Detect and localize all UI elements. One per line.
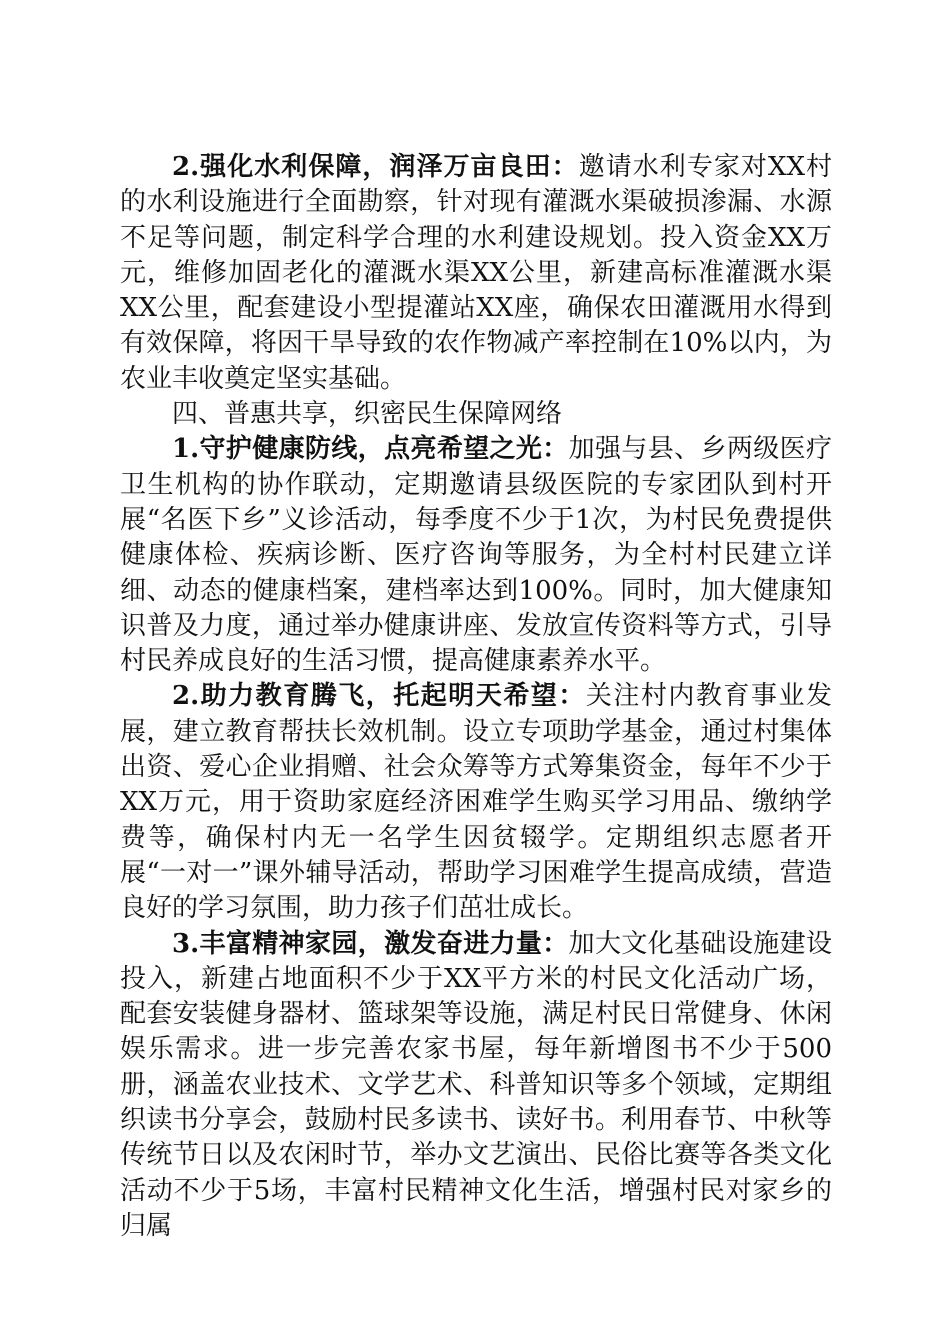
paragraph-body: 加大文化基础设施建设投入，新建占地面积不少于XX平方米的村民文化活动广场，配套安装健身器材、篮球架等设施，满足村民日常健身、休闲娱乐需求。进一步完善农家书屋，每年新增图书不少于500册，涵盖农业技术、文学艺术、科普知识等多个领域，定期组织读书分享会，鼓励村民多读书、读好书。利用春节、中秋等传统节日以及农闲时节，举办文艺演出、民俗比赛等各类文化活动不少于5场，丰富村民精神文化生活，增强村民对家乡的归属 (120, 928, 832, 1241)
paragraph-body: 关注村内教育事业发展，建立教育帮扶长效机制。设立专项助学基金，通过村集体出资、爱心企业捐赠、社会众筹等方式筹集资金，每年不少于XX万元，用于资助家庭经济困难学生购买学习用品、缴纳学费等，确保村内无一名学生因贫辍学。定期组织志愿者开展“一对一”课外辅导活动，帮助学习困难学生提高成绩，营造良好的学习氛围，助力孩子们茁壮成长。 (120, 681, 832, 924)
paragraph-heading: 2.强化水利保障，润泽万亩良田： (172, 152, 579, 182)
paragraph-water-conservancy (120, 150, 832, 397)
section-title-text: 四、普惠共享，织密民生保障网络 (172, 399, 563, 430)
paragraph-heading: 1.守护健康防线，点亮希望之光： (172, 434, 569, 465)
paragraph-body: 加强与县、乡两级医疗卫生机构的协作联动，定期邀请县级医院的专家团队到村开展“名医下乡”义诊活动，每季度不少于1次，为村民免费提供健康体检、疾病诊断、医疗咨询等服务，为全村村民建立详细、动态的健康档案，建档率达到100%。同时，加大健康知识普及力度，通过举办健康讲座、发放宣传资料等方式，引导村民养成良好的生活习惯，提高健康素养水平。 (120, 434, 832, 677)
paragraph-heading: 2.助力教育腾飞，托起明天希望： (172, 681, 586, 712)
paragraph-heading: 3.丰富精神家园，激发奋进力量： (172, 928, 569, 959)
paragraph-culture (120, 927, 832, 1245)
paragraph-education (120, 679, 832, 926)
paragraph-health (120, 432, 832, 679)
paragraph-body: 邀请水利专家对XX村的水利设施进行全面勘察，针对现有灌溉水渠破损渗漏、水源不足等问题，制定科学合理的水利建设规划。投入资金XX万元，维修加固老化的灌溉水渠XX公里，新建高标准灌溉水渠XX公里，配套建设小型提灌站XX座，确保农田灌溉用水得到有效保障，将因干旱导致的农作物减产率控制在10%以内，为农业丰收奠定坚实基础。 (120, 152, 832, 394)
section-title (120, 397, 832, 432)
document-page (120, 150, 832, 1244)
